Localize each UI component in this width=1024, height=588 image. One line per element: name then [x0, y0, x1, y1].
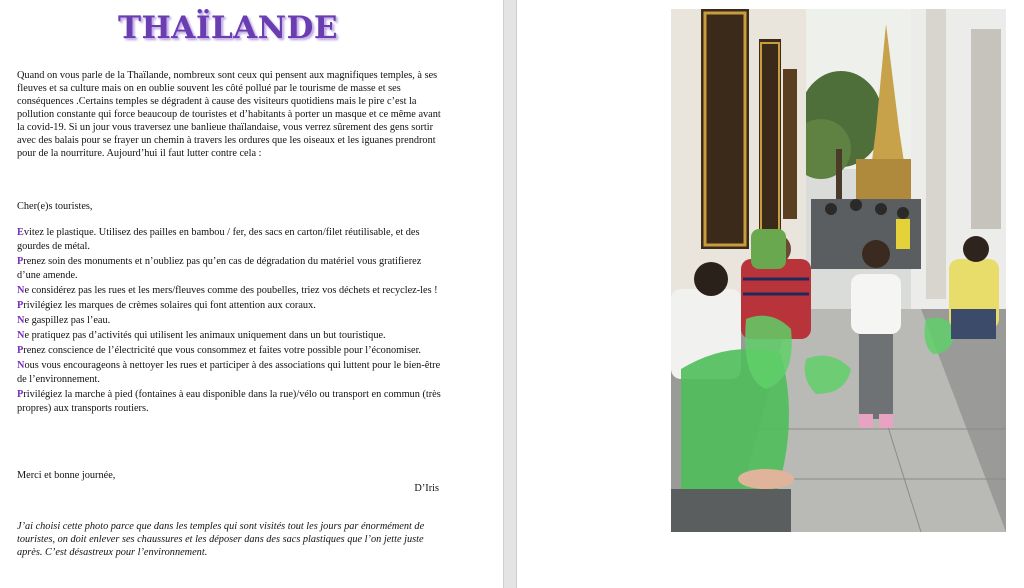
tip-initial: N	[17, 315, 25, 326]
greeting: Cher(e)s touristes,	[17, 201, 93, 212]
tip-initial: P	[17, 300, 24, 311]
tip-text: renez soin des monuments et n’oubliez pas qu’en cas de dégradation du matériel vous gratifierez d’une amende.	[17, 256, 422, 281]
tip-text: e considérez pas les rues et les mers/fleuves comme des poubelles, triez vos déchets et recyclez-les !	[24, 285, 438, 296]
tip-item	[17, 284, 447, 298]
tip-initial: P	[17, 256, 24, 267]
ornate-door-3	[783, 69, 797, 219]
page-separator	[503, 0, 517, 588]
right-pillar	[926, 9, 946, 299]
tip-item	[17, 388, 447, 416]
signature: D’Iris	[414, 483, 439, 494]
photo-caption: J’ai choisi cette photo parce que dans les temples qui sont visités tout les jours par énormément de touristes, on doit enlever ses chaussures et les déposer dans des sacs plastiques que l’on jette juste après. C’est désastreux pour l’environnement.	[17, 521, 425, 558]
girl-shirt	[851, 274, 901, 334]
tip-initial: P	[17, 345, 24, 356]
tip-initial: P	[17, 389, 24, 400]
right-window	[971, 29, 1001, 229]
tip-text: rivilégiez la marche à pied (fontaines à eau disponible dans la rue)/vélo ou transport en commun (très propres) aux transports routiers.	[17, 389, 441, 414]
tip-initial: N	[17, 360, 25, 371]
tip-text: e pratiquez pas d’activités qui utilisent les animaux uniquement dans un but touristique.	[24, 330, 386, 341]
tip-text: ous vous encourageons à nettoyer les rues et participer à des associations qui luttent pour le bien-être de l’environnement.	[17, 360, 441, 385]
tip-initial: N	[17, 285, 25, 296]
intro-paragraph: Quand on vous parle de la Thaïlande, nombreux sont ceux qui pensent aux magnifiques temples, à ses fleuves et sa culture mais on en oublie souvent les côté pollué par le tourisme de masse et ses conséquences .Certains temples se dégradent à cause des visiteurs quotidiens mais le pire c’est la pollution constante qui force beaucoup de touristes et d’habitants à porter un masque et ce même avant la covid-19. Si un jour vous traversez une banlieue thaïlandaise, vous verrez sûrement des gens sortir avec des balais pour se frayer un chemin à travers les ordures que les oiseaux et les iguanes prendront pour de la nourriture. Aujourd’hui il faut lutter contre cela :	[17, 70, 441, 159]
ornate-door-1	[701, 9, 749, 249]
tip-text: e gaspillez pas l’eau.	[24, 315, 111, 326]
tip-initial: N	[17, 330, 25, 341]
tip-item	[17, 329, 447, 343]
tip-item	[17, 314, 447, 328]
foreground-floor	[671, 489, 791, 532]
tip-text: vitez le plastique. Utilisez des pailles en bambou / fer, des sacs en carton/filet réutilisable, et des gourdes de métal.	[17, 227, 420, 252]
tip-item	[17, 344, 447, 358]
tip-item	[17, 255, 447, 283]
seated-person-green	[751, 229, 786, 269]
tip-text: rivilégiez les marques de crèmes solaires qui font attention aux coraux.	[23, 300, 316, 311]
tip-item	[17, 226, 447, 254]
document-title: THAÏLANDE	[117, 10, 339, 46]
ornate-door-2	[759, 39, 781, 239]
tips-list	[17, 226, 447, 417]
tip-initial: E	[17, 227, 24, 238]
tip-item	[17, 359, 447, 387]
closing-line: Merci et bonne journée,	[17, 470, 116, 481]
tip-text: renez conscience de l’électricité que vous consommez et faites votre possible pour l’économiser.	[23, 345, 422, 356]
tip-item	[17, 299, 447, 313]
girl-leggings	[859, 334, 893, 419]
temple-photo	[671, 9, 1006, 532]
document-page-left	[0, 0, 503, 588]
